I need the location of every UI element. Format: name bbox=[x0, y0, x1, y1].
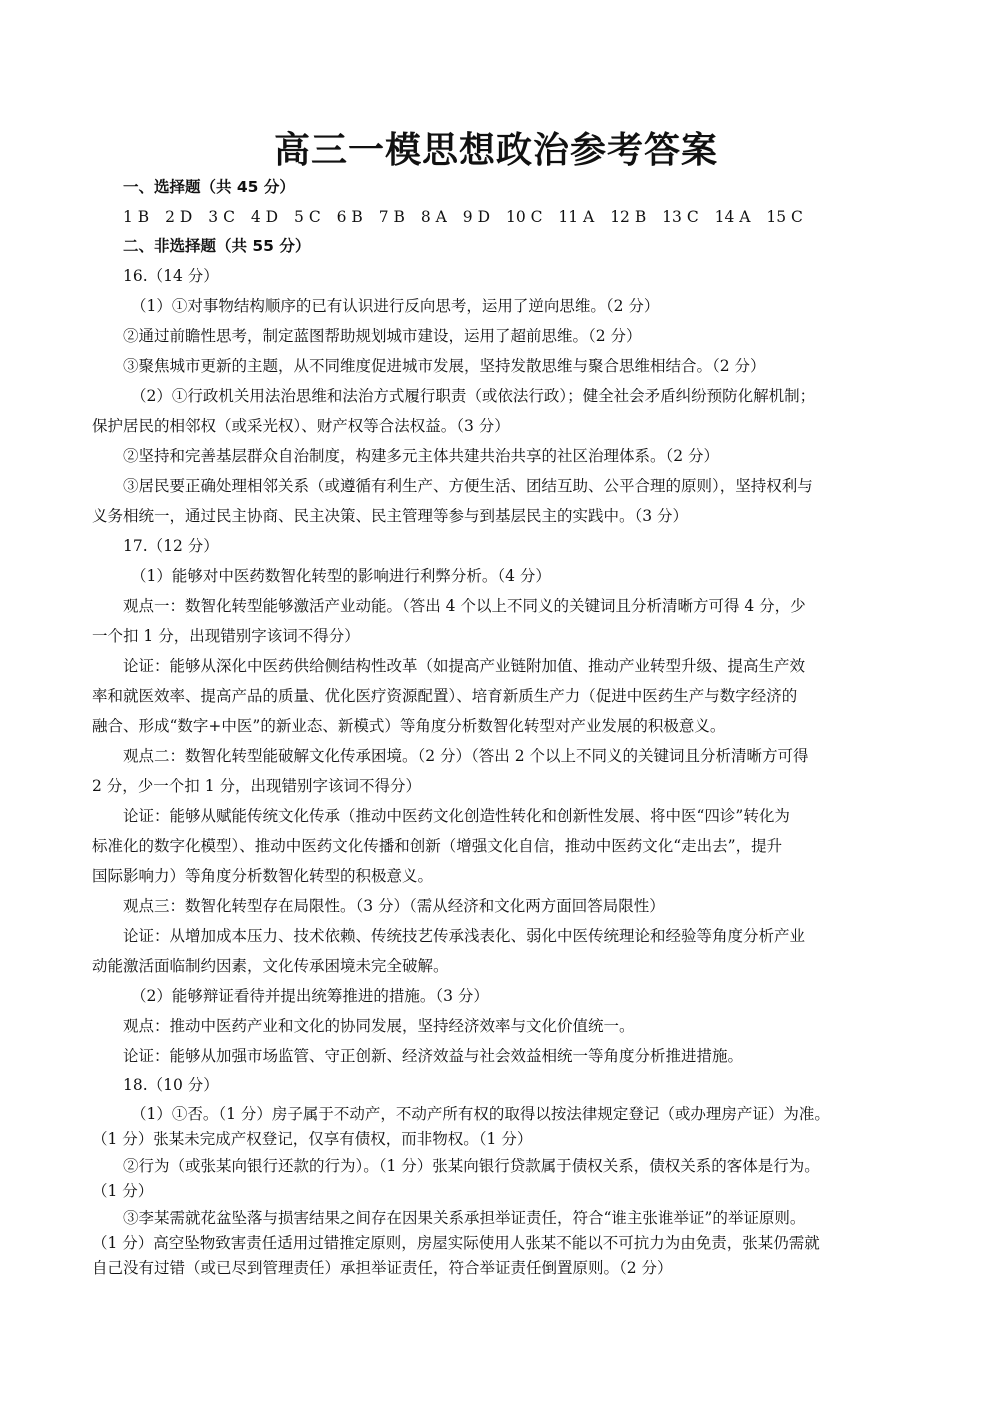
answer-line: 自己没有过错（或已尽到管理责任）承担举证责任，符合举证责任倒置原则。（2 分） bbox=[92, 1259, 673, 1277]
answer-item: 9 D bbox=[462, 208, 491, 226]
answer-line: （2）能够辩证看待并提出统筹推进的措施。（3 分） bbox=[131, 987, 489, 1005]
answer-line: （1）①对事物结构顺序的已有认识进行反向思考，运用了逆向思维。（2 分） bbox=[131, 297, 660, 315]
answer-item: 1 B bbox=[123, 208, 150, 226]
answer-line: ②行为（或张某向银行还款的行为）。（1 分）张某向银行贷款属于债权关系，债权关系的客体是行为。 bbox=[123, 1157, 820, 1175]
answer-line: 率和就医效率、提高产品的质量、优化医疗资源配置）、培育新质生产力（促进中医药生产与数字经济的 bbox=[92, 687, 798, 705]
answer-item: 15 C bbox=[766, 208, 803, 226]
answer-line: 论证：能够从赋能传统文化传承（推动中医药文化创造性转化和创新性发展、将中医“四诊”转化为 bbox=[123, 807, 790, 825]
answer-line: 论证：能够从深化中医药供给侧结构性改革（如提高产业链附加值、推动产业转型升级、提高生产效 bbox=[123, 657, 806, 675]
answer-item: 12 B bbox=[610, 208, 647, 226]
answer-item: 10 C bbox=[505, 208, 543, 226]
question-17-heading: 17.（12 分） bbox=[123, 537, 219, 555]
answer-line: 标准化的数字化模型）、推动中医药文化传播和创新（增强文化自信，推动中医药文化“走出去”，提升 bbox=[92, 837, 783, 855]
answer-item: 14 A bbox=[714, 208, 751, 226]
choice-answers-row bbox=[123, 207, 906, 227]
answer-line: 观点三：数智化转型存在局限性。（3 分）（需从经济和文化两方面回答局限性） bbox=[123, 897, 665, 915]
answer-line: 动能激活面临制约因素，文化传承困境未完全破解。 bbox=[92, 957, 449, 975]
answer-item: 13 C bbox=[662, 208, 699, 226]
answer-item: 11 A bbox=[558, 208, 595, 226]
answer-line: 一个扣 1 分，出现错别字该词不得分） bbox=[92, 627, 360, 645]
answer-item: 2 D bbox=[165, 208, 193, 226]
answer-line: （2）①行政机关用法治思维和法治方式履行职责（或依法行政）；健全社会矛盾纠纷预防化解机制； bbox=[131, 387, 816, 405]
answer-line: 保护居民的相邻权（或采光权）、财产权等合法权益。（3 分） bbox=[92, 417, 510, 435]
answer-line: 观点：推动中医药产业和文化的协同发展，坚持经济效率与文化价值统一。 bbox=[123, 1017, 635, 1035]
answer-line: 国际影响力）等角度分析数智化转型的积极意义。 bbox=[92, 867, 434, 885]
answer-line: （1）能够对中医药数智化转型的影响进行利弊分析。（4 分） bbox=[131, 567, 551, 585]
answer-line: 观点一：数智化转型能够激活产业动能。（答出 4 个以上不同义的关键词且分析清晰方可得 4 分，少 bbox=[123, 597, 806, 615]
answer-line: ②通过前瞻性思考，制定蓝图帮助规划城市建设，运用了超前思维。（2 分） bbox=[123, 327, 642, 345]
answer-line: （1 分） bbox=[92, 1182, 154, 1200]
answer-line: ③聚焦城市更新的主题，从不同维度促进城市发展，坚持发散思维与聚合思维相结合。（2 分） bbox=[123, 357, 766, 375]
section1-heading: 一、选择题（共 45 分） bbox=[123, 178, 295, 196]
answer-line: 融合、形成“数字+中医”的新业态、新模式）等角度分析数智化转型对产业发展的积极意义。 bbox=[92, 717, 726, 735]
answer-line: 2 分，少一个扣 1 分，出现错别字该词不得分） bbox=[92, 777, 422, 795]
answer-item: 3 C bbox=[208, 208, 235, 226]
answer-line: ③居民要正确处理相邻关系（或遵循有利生产、方便生活、团结互助、公平合理的原则），坚持权利与 bbox=[123, 477, 813, 495]
answer-line: （1 分）高空坠物致害责任适用过错推定原则，房屋实际使用人张某不能以不可抗力为由免责，张某仍需就 bbox=[92, 1234, 820, 1252]
answer-line: ③李某需就花盆坠落与损害结果之间存在因果关系承担举证责任，符合“谁主张谁举证”的举证原则。 bbox=[123, 1209, 806, 1227]
answer-line: 论证：能够从加强市场监管、守正创新、经济效益与社会效益相统一等角度分析推进措施。 bbox=[123, 1047, 744, 1065]
answer-item: 4 D bbox=[250, 208, 279, 226]
answer-line: 论证：从增加成本压力、技术依赖、传统技艺传承浅表化、弱化中医传统理论和经验等角度分析产业 bbox=[123, 927, 806, 945]
answer-line: 义务相统一，通过民主协商、民主决策、民主管理等参与到基层民主的实践中。（3 分） bbox=[92, 507, 689, 525]
answer-line: 观点二：数智化转型能破解文化传承困境。（2 分）（答出 2 个以上不同义的关键词且分析清晰方可得 bbox=[123, 747, 809, 765]
answer-line: （1）①否。（1 分）房子属于不动产，不动产所有权的取得以按法律规定登记（或办理房产证）为准。 bbox=[131, 1105, 830, 1123]
answer-item: 5 C bbox=[294, 208, 321, 226]
answer-item: 8 A bbox=[420, 208, 447, 226]
answer-line: ②坚持和完善基层群众自治制度，构建多元主体共建共治共享的社区治理体系。（2 分） bbox=[123, 447, 720, 465]
section2-heading: 二、非选择题（共 55 分） bbox=[123, 237, 311, 255]
page-title: 高三一模思想政治参考答案 bbox=[273, 130, 718, 171]
answer-item: 7 B bbox=[378, 208, 405, 226]
question-18-heading: 18.（10 分） bbox=[123, 1076, 219, 1094]
answer-item: 6 B bbox=[336, 208, 363, 226]
answer-line: （1 分）张某未完成产权登记，仅享有债权，而非物权。（1 分） bbox=[92, 1130, 533, 1148]
question-16-heading: 16.（14 分） bbox=[123, 267, 219, 285]
